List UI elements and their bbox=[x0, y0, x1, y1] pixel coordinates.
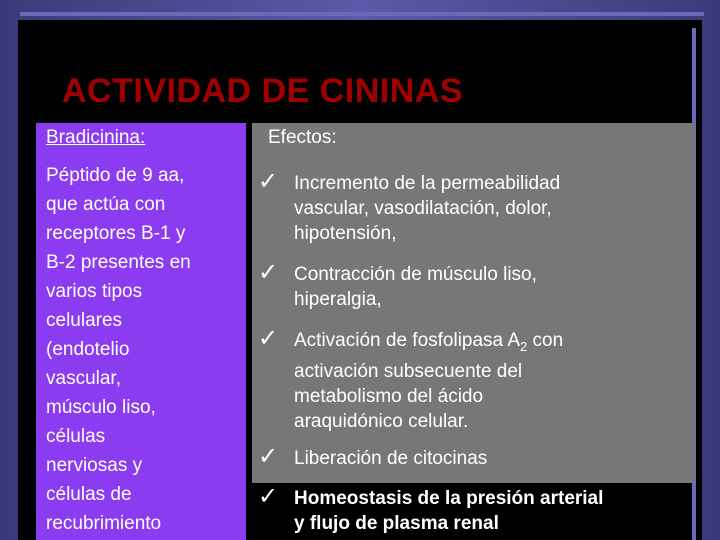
right-heading: Efectos: bbox=[268, 127, 337, 148]
left-line: vascular, bbox=[46, 368, 121, 389]
effect-line: Homeostasis de la presión arterial bbox=[294, 488, 604, 509]
subscript: 2 bbox=[520, 338, 528, 354]
frame-top-border bbox=[20, 12, 704, 16]
effect-line: vascular, vasodilatación, dolor, bbox=[294, 198, 552, 219]
effect-line: Contracción de músculo liso, bbox=[294, 264, 537, 285]
effect-prefix: Activación de fosfolipasa A bbox=[294, 330, 521, 351]
checkmark-icon: ✓ bbox=[258, 443, 279, 470]
left-body bbox=[46, 161, 244, 538]
left-line: receptores B-1 y bbox=[46, 223, 186, 244]
left-line: varios tipos bbox=[46, 281, 143, 302]
left-line: nerviosas y bbox=[46, 455, 143, 476]
effect-line: activación subsecuente del bbox=[294, 360, 523, 382]
checkmark-icon: ✓ bbox=[258, 168, 279, 195]
effect-line-first bbox=[294, 328, 563, 359]
left-line: células bbox=[46, 426, 106, 447]
left-line: Péptido de 9 aa, bbox=[46, 165, 185, 186]
left-line: que actúa con bbox=[46, 194, 166, 215]
left-line: recubrimiento bbox=[46, 513, 162, 534]
effect-line: hipotensión, bbox=[294, 223, 397, 244]
effect-suffix: con bbox=[527, 330, 564, 351]
effect-line: y flujo de plasma renal bbox=[294, 513, 499, 534]
left-heading: Bradicinina: bbox=[46, 127, 146, 148]
left-line: B-2 presentes en bbox=[46, 252, 191, 273]
effect-line: Liberación de citocinas bbox=[294, 448, 488, 469]
checkmark-icon: ✓ bbox=[258, 325, 279, 352]
left-line: (endotelio bbox=[46, 339, 130, 360]
left-line: celulares bbox=[46, 310, 123, 331]
left-line: células de bbox=[46, 484, 132, 505]
checkmark-icon: ✓ bbox=[258, 483, 279, 510]
checkmark-icon: ✓ bbox=[258, 259, 279, 286]
effect-line: metabolismo del ácido bbox=[294, 385, 484, 407]
effect-line: hiperalgia, bbox=[294, 289, 382, 310]
effect-line: araquidónico celular. bbox=[294, 410, 469, 432]
slide-title: ACTIVIDAD DE CININAS bbox=[62, 72, 464, 110]
left-line: músculo liso, bbox=[46, 397, 156, 418]
effect-line: Incremento de la permeabilidad bbox=[294, 173, 561, 194]
